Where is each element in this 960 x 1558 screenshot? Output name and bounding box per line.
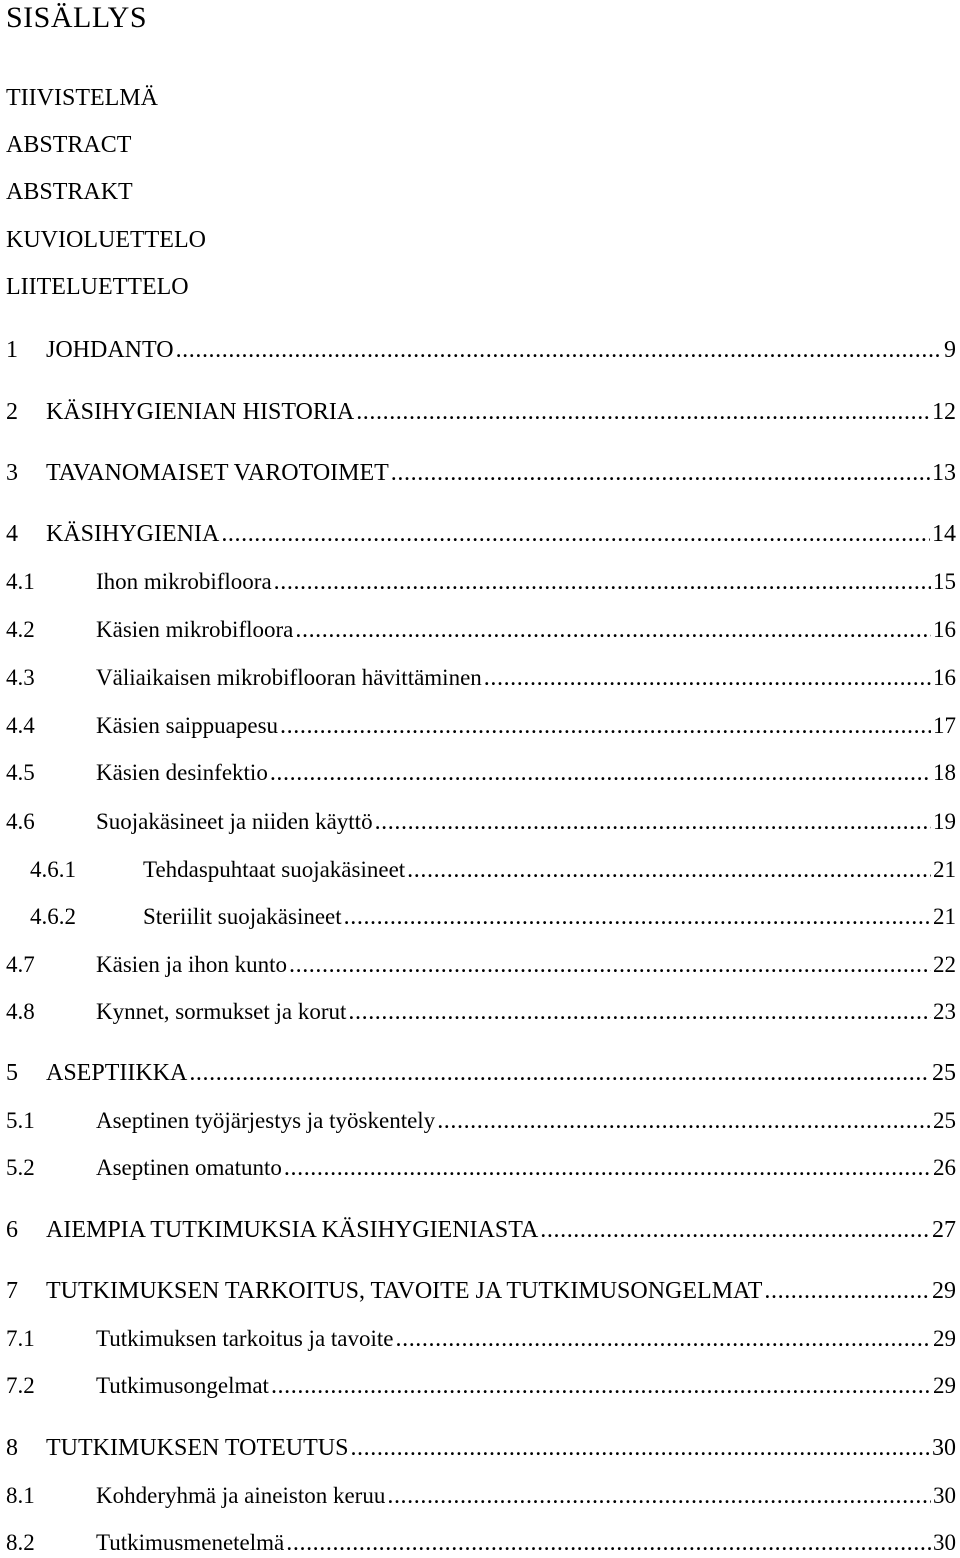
- dot-leader: [271, 1371, 931, 1401]
- dot-leader: [344, 902, 931, 932]
- dot-leader: [437, 1106, 931, 1136]
- toc-entry-title: Tehdaspuhtaat suojakäsineet: [143, 857, 406, 882]
- dot-leader: [391, 458, 930, 488]
- dot-leader: [764, 1276, 930, 1306]
- toc-entry-title: KÄSIHYGIENIAN HISTORIA: [46, 399, 355, 425]
- toc-entry[interactable]: [6, 519, 956, 549]
- toc-entry[interactable]: [6, 1371, 956, 1401]
- toc-entry-number: 4.5: [6, 760, 35, 785]
- toc-entry[interactable]: [6, 663, 956, 693]
- dot-leader: [375, 807, 931, 837]
- toc-entry-page: 25: [932, 1060, 956, 1086]
- toc-entry[interactable]: [6, 1058, 956, 1088]
- toc-entry[interactable]: [6, 1106, 956, 1136]
- toc-entry-title: Kynnet, sormukset ja korut: [96, 999, 347, 1024]
- toc-entry-number: 5.1: [6, 1108, 35, 1133]
- toc-entry[interactable]: [6, 1215, 956, 1245]
- toc-entry-page: 30: [933, 1530, 956, 1555]
- toc-entry-number: 2: [6, 399, 18, 425]
- front-matter-item: LIITELUETTELO: [6, 274, 189, 300]
- toc-entry-number: 4.6.1: [30, 857, 76, 882]
- dot-leader: [286, 1528, 931, 1558]
- toc-entry-number: 5.2: [6, 1155, 35, 1180]
- toc-entry-title: Väliaikaisen mikrobiflooran hävittäminen: [96, 665, 482, 690]
- toc-entry[interactable]: [30, 902, 956, 932]
- toc-entry-page: 15: [933, 569, 956, 594]
- toc-entry-page: 16: [933, 617, 956, 642]
- toc-entry-title: Ihon mikrobifloora: [96, 569, 272, 594]
- dot-leader: [221, 519, 930, 549]
- toc-entry-title: TUTKIMUKSEN TOTEUTUS: [46, 1435, 349, 1461]
- toc-entry-title: TAVANOMAISET VAROTOIMET: [46, 460, 389, 486]
- dot-leader: [350, 1433, 930, 1463]
- dot-leader: [396, 1324, 932, 1354]
- toc-entry-number: 6: [6, 1217, 18, 1243]
- toc-entry-number: 3: [6, 460, 18, 486]
- toc-entry-number: 1: [6, 337, 18, 363]
- toc-entry[interactable]: [6, 1433, 956, 1463]
- toc-entry-number: 8.2: [6, 1530, 35, 1555]
- toc-entry-page: 9: [944, 337, 956, 363]
- toc-entry-page: 30: [932, 1435, 956, 1461]
- toc-entry-title: TUTKIMUKSEN TARKOITUS, TAVOITE JA TUTKIMUSONGELMAT: [46, 1278, 763, 1304]
- toc-entry-number: 4.2: [6, 617, 35, 642]
- toc-entry-title: KÄSIHYGIENIA: [46, 521, 220, 547]
- toc-entry[interactable]: [6, 1528, 956, 1558]
- toc-entry-page: 16: [933, 665, 956, 690]
- toc-entry-page: 29: [932, 1278, 956, 1304]
- toc-entry[interactable]: [6, 1153, 956, 1183]
- dot-leader: [540, 1215, 930, 1245]
- dot-leader: [387, 1481, 931, 1511]
- toc-entry-page: 22: [933, 952, 956, 977]
- toc-entry-title: Aseptinen omatunto: [96, 1155, 282, 1180]
- toc-entry-title: Tutkimuksen tarkoitus ja tavoite: [96, 1326, 394, 1351]
- toc-entry[interactable]: [6, 807, 956, 837]
- toc-entry-page: 30: [933, 1483, 956, 1508]
- toc-entry-page: 18: [933, 760, 956, 785]
- toc-entry-title: Käsien ja ihon kunto: [96, 952, 287, 977]
- toc-entry-number: 4.8: [6, 999, 35, 1024]
- dot-leader: [348, 997, 931, 1027]
- toc-entry-number: 8: [6, 1435, 18, 1461]
- toc-entry-title: ASEPTIIKKA: [46, 1060, 188, 1086]
- toc-entry[interactable]: [6, 1481, 956, 1511]
- dot-leader: [356, 397, 930, 427]
- toc-entry-page: 17: [933, 713, 956, 738]
- toc-entry[interactable]: [6, 758, 956, 788]
- toc-entry[interactable]: [6, 615, 956, 645]
- dot-leader: [295, 615, 931, 645]
- toc-entry-page: 25: [933, 1108, 956, 1133]
- dot-leader: [280, 711, 931, 741]
- toc-entry[interactable]: [6, 397, 956, 427]
- toc-entry-title: Kohderyhmä ja aineiston keruu: [96, 1483, 386, 1508]
- toc-entry-number: 4.1: [6, 569, 35, 594]
- toc-entry[interactable]: [6, 458, 956, 488]
- toc-entry-title: Suojakäsineet ja niiden käyttö: [96, 809, 373, 834]
- toc-entry-page: 26: [933, 1155, 956, 1180]
- dot-leader: [289, 950, 931, 980]
- page-title: SISÄLLYS: [6, 1, 148, 34]
- toc-entry-page: 23: [933, 999, 956, 1024]
- toc-entry[interactable]: [6, 567, 956, 597]
- toc-entry-page: 27: [932, 1217, 956, 1243]
- toc-entry-title: Käsien desinfektio: [96, 760, 268, 785]
- toc-entry[interactable]: [6, 1324, 956, 1354]
- dot-leader: [189, 1058, 930, 1088]
- dot-leader: [284, 1153, 931, 1183]
- toc-entry-title: Steriilit suojakäsineet: [143, 904, 342, 929]
- toc-entry-title: Käsien mikrobifloora: [96, 617, 294, 642]
- dot-leader: [274, 567, 931, 597]
- front-matter-item: KUVIOLUETTELO: [6, 227, 206, 253]
- toc-entry-number: 4.4: [6, 713, 35, 738]
- dot-leader: [407, 855, 931, 885]
- toc-entry-number: 8.1: [6, 1483, 35, 1508]
- toc-entry-number: 5: [6, 1060, 18, 1086]
- toc-entry-page: 14: [932, 521, 956, 547]
- toc-entry-page: 21: [933, 904, 956, 929]
- toc-entry-number: 4.7: [6, 952, 35, 977]
- toc-entry-number: 7.1: [6, 1326, 35, 1351]
- front-matter-item: ABSTRACT: [6, 132, 132, 158]
- toc-entry-page: 29: [933, 1373, 956, 1398]
- toc-entry-number: 4.6: [6, 809, 35, 834]
- toc-entry-number: 7: [6, 1278, 18, 1304]
- toc-entry-number: 4.3: [6, 665, 35, 690]
- front-matter-item: TIIVISTELMÄ: [6, 85, 158, 111]
- toc-entry-page: 21: [933, 857, 956, 882]
- toc-entry-title: AIEMPIA TUTKIMUKSIA KÄSIHYGIENIASTA: [46, 1217, 539, 1243]
- toc-entry-number: 4.6.2: [30, 904, 76, 929]
- dot-leader: [484, 663, 931, 693]
- toc-entry-number: 4: [6, 521, 18, 547]
- toc-entry[interactable]: [6, 950, 956, 980]
- dot-leader: [270, 758, 931, 788]
- toc-entry-page: 13: [932, 460, 956, 486]
- toc-entry-page: 12: [932, 399, 956, 425]
- toc-entry[interactable]: [6, 711, 956, 741]
- toc-entry-number: 7.2: [6, 1373, 35, 1398]
- toc-entry[interactable]: [6, 1276, 956, 1306]
- toc-entry[interactable]: [6, 335, 956, 365]
- toc-entry-title: Käsien saippuapesu: [96, 713, 279, 738]
- toc-entry[interactable]: [30, 855, 956, 885]
- dot-leader: [176, 335, 942, 365]
- front-matter-item: ABSTRAKT: [6, 179, 133, 205]
- toc-entry-title: JOHDANTO: [46, 337, 174, 363]
- toc-entry-page: 19: [933, 809, 956, 834]
- toc-entry-title: Tutkimusongelmat: [96, 1373, 269, 1398]
- toc-entry[interactable]: [6, 997, 956, 1027]
- toc-entry-title: Tutkimusmenetelmä: [96, 1530, 285, 1555]
- toc-entry-page: 29: [933, 1326, 956, 1351]
- toc-entry-title: Aseptinen työjärjestys ja työskentely: [96, 1108, 436, 1133]
